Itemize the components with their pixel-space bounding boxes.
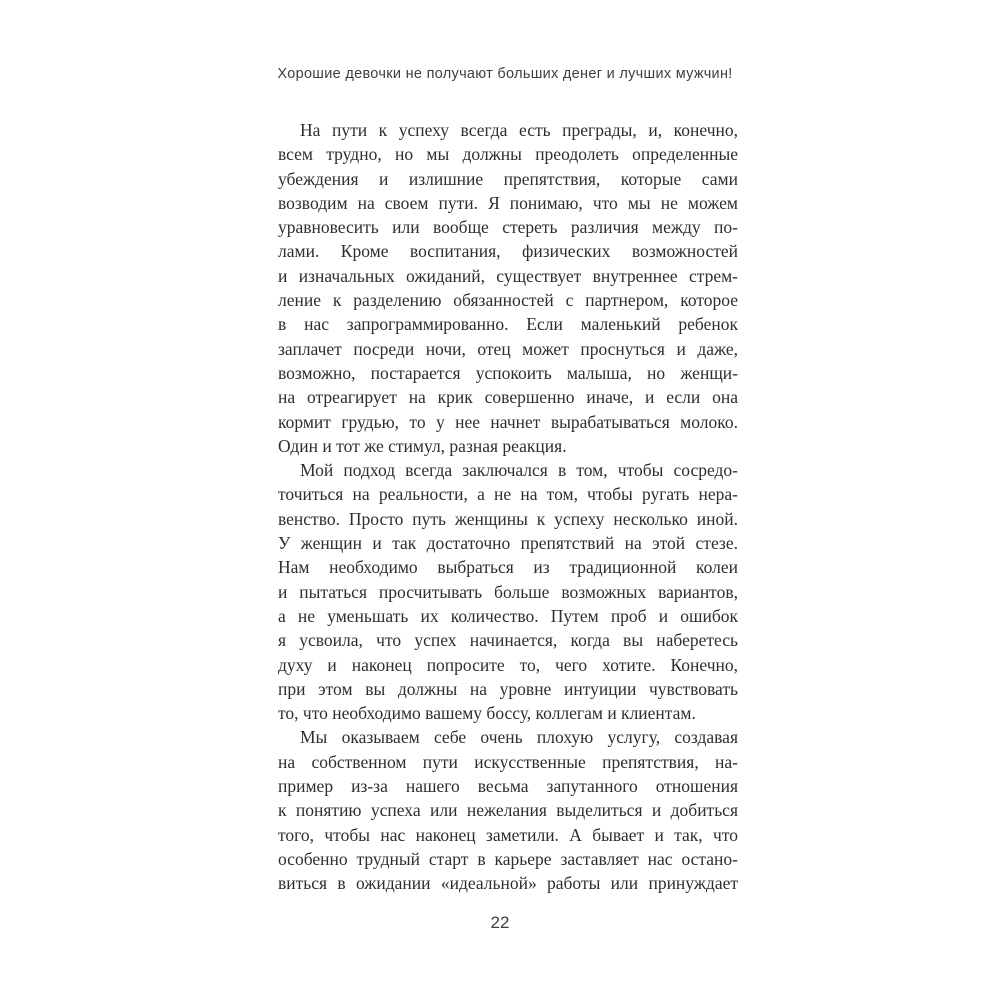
text-line: а не уменьшать их количество. Путем проб и ошибок bbox=[278, 605, 738, 626]
text-line: возможно, постарается успокоить малыша, но женщи- bbox=[278, 362, 738, 383]
text-line: На пути к успеху всегда есть преграды, и, конечно, bbox=[300, 120, 738, 140]
paragraph bbox=[278, 458, 738, 725]
text-line: то, что необходимо вашему боссу, коллегам и клиентам. bbox=[278, 703, 696, 724]
text-line: Нам необходимо выбраться из традиционной колеи bbox=[278, 557, 738, 578]
text-line: всем трудно, но мы должны преодолеть определенные bbox=[278, 144, 738, 165]
text-line: Один и тот же стимул, разная реакция. bbox=[278, 435, 567, 456]
text-line: заплачет посреди ночи, отец может проснуться и даже, bbox=[278, 338, 738, 359]
text-line: духу и наконец попросите то, чего хотите. Конечно, bbox=[278, 654, 738, 675]
text-line: уравновесить или вообще стереть различия между по- bbox=[278, 217, 738, 238]
text-line: при этом вы должны на уровне интуиции чувствовать bbox=[278, 678, 738, 699]
text-line: Мой подход всегда заключался в том, чтобы сосредо- bbox=[300, 460, 738, 481]
text-line: кормит грудью, то у нее начнет вырабатываться молоко. bbox=[278, 411, 738, 432]
text-line: ление к разделению обязанностей с партнером, которое bbox=[278, 290, 738, 311]
text-line: на отреагирует на крик совершенно иначе, и если она bbox=[278, 387, 738, 408]
text-line: Мы оказываем себе очень плохую услугу, создавая bbox=[300, 727, 738, 748]
body-text bbox=[278, 118, 738, 896]
text-line: виться в ожидании «идеальной» работы или принуждает bbox=[278, 873, 738, 894]
paragraph bbox=[278, 725, 738, 895]
text-line: особенно трудный старт в карьере заставляет нас остано- bbox=[278, 848, 738, 869]
text-line: пример из-за нашего весьма запутанного отношения bbox=[278, 776, 738, 797]
paragraph bbox=[278, 118, 738, 458]
text-line: убеждения и излишние препятствия, которые сами bbox=[278, 168, 738, 189]
page-number: 22 bbox=[490, 913, 510, 932]
text-line: венство. Просто путь женщины к успеху несколько иной. bbox=[278, 508, 738, 529]
text-line: точиться на реальности, а не на том, чтобы ругать нера- bbox=[278, 484, 738, 505]
text-line: возводим на своем пути. Я понимаю, что мы не можем bbox=[278, 192, 738, 213]
text-line: я усвоила, что успех начинается, когда вы наберетесь bbox=[278, 630, 738, 651]
text-line: и пытаться просчитывать больше возможных вариантов, bbox=[278, 581, 738, 602]
text-line: к понятию успеха или нежелания выделиться и добиться bbox=[278, 800, 738, 821]
text-line: того, чтобы нас наконец заметили. А бывает и так, что bbox=[278, 824, 738, 845]
text-line: лами. Кроме воспитания, физических возможностей bbox=[278, 241, 738, 262]
running-header: Хорошие девочки не получают больших денег и лучших мужчин! bbox=[277, 66, 733, 82]
text-line: на собственном пути искусственные препятствия, на- bbox=[278, 751, 738, 772]
text-line: в нас запрограммированно. Если маленький ребенок bbox=[278, 314, 738, 335]
text-line: У женщин и так достаточно препятствий на этой стезе. bbox=[278, 533, 738, 554]
text-line: и изначальных ожиданий, существует внутреннее стрем- bbox=[278, 265, 738, 286]
